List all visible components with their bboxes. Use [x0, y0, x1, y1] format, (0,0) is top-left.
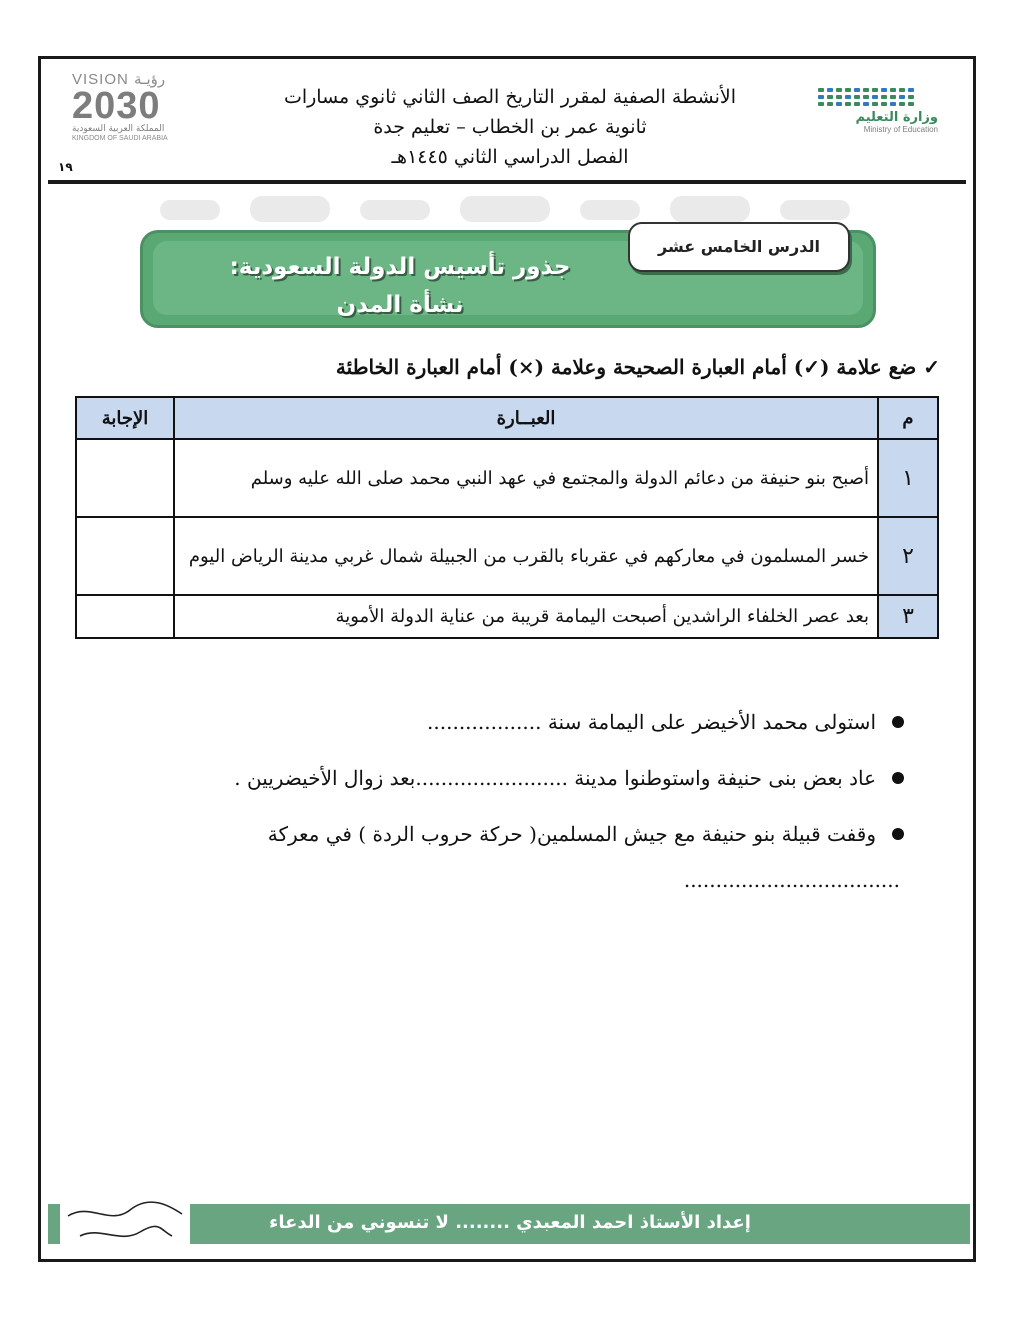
table-row: [76, 439, 938, 517]
ministry-dots-icon: [818, 88, 928, 106]
bullet-icon: [892, 716, 904, 728]
ministry-logo: [818, 88, 938, 152]
header-divider: [48, 180, 966, 184]
row-statement: بعد عصر الخلفاء الراشدين أصبحت اليمامة قريبة من عناية الدولة الأموية: [174, 595, 878, 638]
header-line-school: ثانوية عمر بن الخطاب – تعليم جدة: [373, 116, 647, 138]
header-num: م: [878, 397, 938, 439]
lesson-title: [190, 248, 610, 324]
ministry-english: Ministry of Education: [863, 125, 938, 134]
table-row: [76, 595, 938, 638]
row-number: ٣: [878, 595, 938, 638]
answer-cell[interactable]: [76, 595, 174, 638]
signature: [60, 1196, 190, 1248]
vision-arabic: المملكة العربية السعودية: [72, 124, 165, 134]
header-statement: العبــارة: [174, 397, 878, 439]
vision-english: KINGDOM OF SAUDI ARABIA: [72, 135, 168, 142]
lesson-title-line1: جذور تأسيس الدولة السعودية:: [229, 254, 571, 280]
bullet-icon: [892, 772, 904, 784]
header-answer: الإجابة: [76, 397, 174, 439]
list-item-text: وقفت قبيلة بنو حنيفة مع جيش المسلمين( حركة حروب الردة ) في معركة: [267, 822, 876, 846]
page-number: ١٩: [58, 160, 73, 174]
row-statement: أصبح بنو حنيفة من دعائم الدولة والمجتمع في عهد النبي محمد صلى الله عليه وسلم: [174, 439, 878, 517]
instruction: ✓ ضع علامة (✓) أمام العبارة الصحيحة وعلامة (×) أمام العبارة الخاطئة: [335, 355, 940, 379]
row-number: ١: [878, 439, 938, 517]
list-item-text: استولى محمد الأخيضر على اليمامة سنة ..................: [427, 710, 876, 734]
answer-cell[interactable]: [76, 517, 174, 595]
bullet-icon: [892, 828, 904, 840]
list-item-continuation: ..................................: [683, 868, 900, 892]
header-line-term: الفصل الدراسي الثاني ١٤٤٥هـ: [391, 146, 629, 168]
vision-year: 2030: [72, 85, 161, 127]
ministry-arabic: وزارة التعليم: [855, 110, 938, 125]
lesson-title-line2: نشأة المدن: [336, 292, 464, 318]
vision-2030-logo: [72, 70, 202, 156]
list-item: [120, 812, 910, 858]
row-statement: خسر المسلمون في معاركهم في عقرباء بالقرب من الجبيلة شمال غربي مدينة الرياض اليوم: [174, 517, 878, 595]
header-text: [240, 82, 780, 172]
lesson-number-tab: الدرس الخامس عشر: [628, 222, 850, 272]
footer-text: إعداد الأستاذ احمد المعبدي ........ لا تنسوني من الدعاء: [269, 1212, 751, 1233]
fill-in-list: [120, 700, 910, 902]
list-item-text: عاد بعض بنى حنيفة واستوطنوا مدينة ........................بعد زوال الأخيضريين .: [234, 766, 876, 790]
row-number: ٢: [878, 517, 938, 595]
signature-icon: [60, 1196, 190, 1248]
answer-cell[interactable]: [76, 439, 174, 517]
vision-top-text: VISION رؤيـة: [72, 71, 166, 88]
table-row: [76, 517, 938, 595]
header-line-course: الأنشطة الصفية لمقرر التاريخ الصف الثاني ثانوي مسارات: [283, 86, 737, 108]
list-item: [120, 700, 910, 756]
table-header-row: [76, 397, 938, 439]
list-item: [120, 756, 910, 812]
true-false-table: [75, 396, 939, 639]
